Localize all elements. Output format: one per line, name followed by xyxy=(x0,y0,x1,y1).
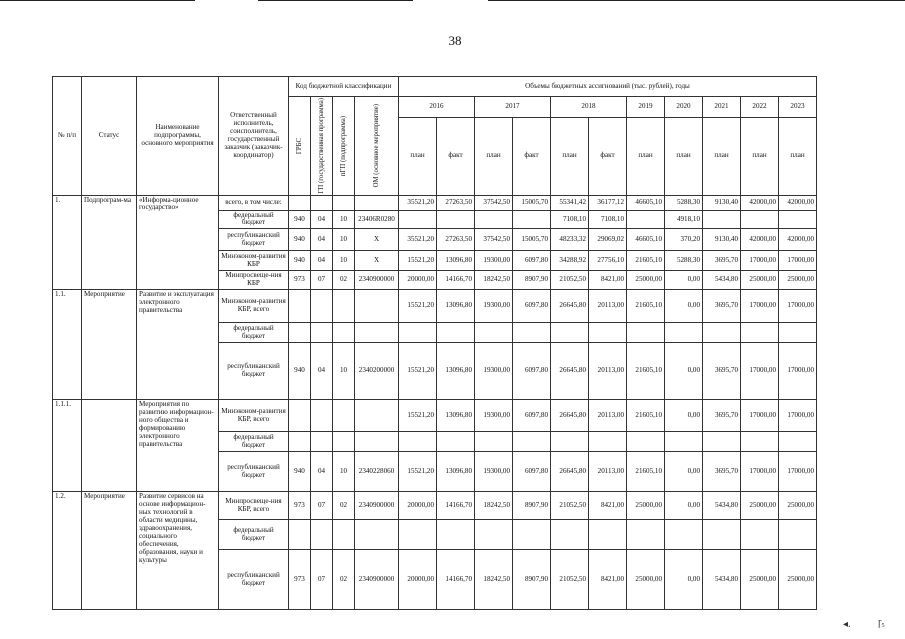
row-number: 1.1.1. xyxy=(53,400,82,492)
cell-grbs: 940 xyxy=(289,210,311,229)
cell-value xyxy=(589,520,627,550)
cell-gp: 04 xyxy=(311,343,333,400)
row-responsible: республиканский бюджет xyxy=(219,343,289,400)
cell-value: 17000,00 xyxy=(779,251,817,271)
cell-value: 13096,80 xyxy=(437,452,475,492)
year-2019: 2019 xyxy=(627,97,665,118)
cell-om: 2340900000 xyxy=(355,492,399,520)
cell-value: 0,00 xyxy=(665,550,703,610)
cell-value xyxy=(741,520,779,550)
cell-value: 17000,00 xyxy=(741,400,779,432)
scan-mark-left: ◂. xyxy=(843,619,851,630)
row-responsible: республиканский бюджет xyxy=(219,550,289,610)
row-responsible: республиканский бюджет xyxy=(219,452,289,492)
header-status: Статус xyxy=(82,77,137,196)
cell-value: 27263,50 xyxy=(437,229,475,251)
cell-value: 17000,00 xyxy=(741,251,779,271)
cell-value: 19300,00 xyxy=(475,290,513,323)
cell-value: 14166,70 xyxy=(437,271,475,290)
cell-value xyxy=(779,323,817,343)
row-responsible: федеральный бюджет xyxy=(219,520,289,550)
row-responsible: федеральный бюджет xyxy=(219,210,289,229)
cell-value xyxy=(475,210,513,229)
cell-value xyxy=(475,323,513,343)
header-name: Наименование подпрограммы, основного мероприятия xyxy=(137,77,219,196)
cell-value: 19300,00 xyxy=(475,343,513,400)
cell-value: 17000,00 xyxy=(779,290,817,323)
cell-value: 15521,20 xyxy=(399,251,437,271)
cell-value: 7108,10 xyxy=(551,210,589,229)
cell-value: 8421,00 xyxy=(589,550,627,610)
cell-value: 26645,80 xyxy=(551,343,589,400)
cell-om xyxy=(355,400,399,432)
header-fact: факт xyxy=(437,118,475,195)
cell-value: 46605,10 xyxy=(627,195,665,210)
table-row xyxy=(53,400,817,432)
table-row xyxy=(53,290,817,323)
cell-value xyxy=(589,323,627,343)
scan-mark-right: ɼ₅ xyxy=(878,617,885,628)
cell-value: 9130,40 xyxy=(703,229,741,251)
row-responsible: федеральный бюджет xyxy=(219,432,289,452)
cell-value: 20000,00 xyxy=(399,492,437,520)
cell-value xyxy=(437,323,475,343)
header-fact: факт xyxy=(513,118,551,195)
cell-gp: 07 xyxy=(311,271,333,290)
cell-value: 29069,02 xyxy=(589,229,627,251)
cell-value xyxy=(665,432,703,452)
cell-value xyxy=(513,210,551,229)
cell-value: 42000,00 xyxy=(741,195,779,210)
cell-value: 0,00 xyxy=(665,400,703,432)
cell-om: 2340900000 xyxy=(355,271,399,290)
row-responsible: Минэконом-развития КБР, всего xyxy=(219,400,289,432)
row-status: Подпрограм-ма xyxy=(82,195,137,290)
cell-value: 5288,30 xyxy=(665,195,703,210)
header-volumes: Объемы бюджетных ассигнований (тыс. рублей), годы xyxy=(399,77,817,97)
cell-gp: 04 xyxy=(311,452,333,492)
cell-om xyxy=(355,195,399,210)
cell-value: 37542,50 xyxy=(475,229,513,251)
row-responsible: Минэконом-развития КБР, всего xyxy=(219,290,289,323)
cell-value: 13096,80 xyxy=(437,343,475,400)
cell-value: 15521,20 xyxy=(399,290,437,323)
cell-value: 27756,10 xyxy=(589,251,627,271)
cell-value: 19300,00 xyxy=(475,452,513,492)
cell-gp: 04 xyxy=(311,210,333,229)
cell-pgp: 02 xyxy=(333,550,355,610)
header-plan: план xyxy=(665,118,703,195)
cell-value: 8907,90 xyxy=(513,550,551,610)
cell-value xyxy=(703,520,741,550)
budget-table xyxy=(52,76,817,610)
cell-om xyxy=(355,323,399,343)
cell-value xyxy=(399,210,437,229)
cell-value: 15521,20 xyxy=(399,452,437,492)
cell-value: 21052,50 xyxy=(551,492,589,520)
row-status xyxy=(82,400,137,492)
cell-value: 48233,32 xyxy=(551,229,589,251)
cell-value: 9130,40 xyxy=(703,195,741,210)
year-2018: 2018 xyxy=(551,97,627,118)
cell-grbs xyxy=(289,432,311,452)
cell-value xyxy=(475,432,513,452)
cell-grbs xyxy=(289,520,311,550)
row-number: 1.1. xyxy=(53,290,82,400)
cell-value: 14166,70 xyxy=(437,492,475,520)
cell-value xyxy=(741,432,779,452)
cell-value: 5434,80 xyxy=(703,550,741,610)
cell-value: 25000,00 xyxy=(779,492,817,520)
cell-value: 20113,00 xyxy=(589,290,627,323)
cell-gp: 07 xyxy=(311,550,333,610)
cell-value: 21605,10 xyxy=(627,290,665,323)
top-rule-middle xyxy=(258,0,413,1)
cell-value: 8907,90 xyxy=(513,271,551,290)
cell-value: 20000,00 xyxy=(399,271,437,290)
page-number: 38 xyxy=(448,33,462,48)
cell-value: 5288,30 xyxy=(665,251,703,271)
cell-value xyxy=(399,432,437,452)
cell-value: 14166,70 xyxy=(437,550,475,610)
row-responsible: Минпросвеще-ния КБР, всего xyxy=(219,492,289,520)
header-om: ОМ (основное мероприятие) xyxy=(355,97,399,196)
cell-value: 6097,80 xyxy=(513,343,551,400)
cell-value xyxy=(627,432,665,452)
cell-value: 8421,00 xyxy=(589,492,627,520)
cell-value xyxy=(437,210,475,229)
row-name: Развитие сервисов на основе информацион-ных технологий в области медицины, здравоохранения, социального обеспечения, образования, науки и культуры xyxy=(137,492,219,610)
cell-value xyxy=(703,210,741,229)
cell-gp xyxy=(311,290,333,323)
row-status: Мероприятие xyxy=(82,290,137,400)
cell-value: 25000,00 xyxy=(779,271,817,290)
cell-value: 3695,70 xyxy=(703,452,741,492)
cell-value: 18242,50 xyxy=(475,550,513,610)
cell-grbs xyxy=(289,323,311,343)
cell-value: 17000,00 xyxy=(779,343,817,400)
year-2023: 2023 xyxy=(779,97,817,118)
cell-value: 0,00 xyxy=(665,290,703,323)
cell-value: 25000,00 xyxy=(741,271,779,290)
cell-grbs: 940 xyxy=(289,343,311,400)
cell-value: 6097,80 xyxy=(513,251,551,271)
cell-value: 21605,10 xyxy=(627,400,665,432)
cell-value xyxy=(551,520,589,550)
cell-value: 19300,00 xyxy=(475,400,513,432)
cell-gp xyxy=(311,520,333,550)
header-gp: ГП (государственная программа) xyxy=(311,97,333,196)
cell-value: 42000,00 xyxy=(779,229,817,251)
year-2016: 2016 xyxy=(399,97,475,118)
cell-pgp xyxy=(333,290,355,323)
cell-value: 3695,70 xyxy=(703,400,741,432)
cell-om: 23406R0280 xyxy=(355,210,399,229)
row-responsible: республиканский бюджет xyxy=(219,229,289,251)
cell-om xyxy=(355,290,399,323)
cell-value xyxy=(627,520,665,550)
cell-value: 5434,80 xyxy=(703,492,741,520)
cell-pgp: 10 xyxy=(333,229,355,251)
cell-om xyxy=(355,520,399,550)
cell-om: 2340228060 xyxy=(355,452,399,492)
cell-grbs: 973 xyxy=(289,492,311,520)
cell-value xyxy=(779,210,817,229)
cell-value: 17000,00 xyxy=(779,400,817,432)
cell-gp xyxy=(311,400,333,432)
cell-value: 26645,80 xyxy=(551,290,589,323)
cell-value xyxy=(627,210,665,229)
cell-pgp: 10 xyxy=(333,251,355,271)
cell-value: 17000,00 xyxy=(741,452,779,492)
cell-value: 17000,00 xyxy=(741,343,779,400)
cell-value: 25000,00 xyxy=(741,550,779,610)
cell-value: 18242,50 xyxy=(475,271,513,290)
cell-value xyxy=(741,210,779,229)
cell-grbs: 940 xyxy=(289,452,311,492)
cell-value: 0,00 xyxy=(665,271,703,290)
cell-value: 19300,00 xyxy=(475,251,513,271)
cell-value: 21052,50 xyxy=(551,271,589,290)
cell-value: 20113,00 xyxy=(589,452,627,492)
row-responsible: федеральный бюджет xyxy=(219,323,289,343)
cell-grbs xyxy=(289,195,311,210)
cell-value xyxy=(551,432,589,452)
cell-pgp xyxy=(333,520,355,550)
row-number: 1. xyxy=(53,195,82,290)
cell-value: 55341,42 xyxy=(551,195,589,210)
cell-value: 21605,10 xyxy=(627,251,665,271)
cell-value: 6097,80 xyxy=(513,290,551,323)
cell-value: 26645,80 xyxy=(551,400,589,432)
table-row xyxy=(53,492,817,520)
header-num: № п/п xyxy=(53,77,82,196)
cell-value xyxy=(665,323,703,343)
cell-value xyxy=(551,323,589,343)
cell-value: 13096,80 xyxy=(437,290,475,323)
cell-value: 13096,80 xyxy=(437,400,475,432)
cell-value xyxy=(703,323,741,343)
cell-value xyxy=(779,520,817,550)
cell-value: 42000,00 xyxy=(779,195,817,210)
cell-value: 15005,70 xyxy=(513,229,551,251)
top-rule-right xyxy=(488,0,905,1)
cell-pgp xyxy=(333,323,355,343)
cell-value xyxy=(513,323,551,343)
cell-pgp: 02 xyxy=(333,492,355,520)
cell-value: 25000,00 xyxy=(741,492,779,520)
row-name: Мероприятия по развитию информацион-ного общества и формированию электронного правительства xyxy=(137,400,219,492)
cell-value: 3695,70 xyxy=(703,343,741,400)
cell-om: Х xyxy=(355,251,399,271)
cell-grbs: 940 xyxy=(289,251,311,271)
cell-gp: 04 xyxy=(311,251,333,271)
cell-gp xyxy=(311,195,333,210)
cell-value: 4918,10 xyxy=(665,210,703,229)
cell-value xyxy=(399,323,437,343)
row-responsible: Минпросвеще-ния КБР xyxy=(219,271,289,290)
cell-value: 0,00 xyxy=(665,452,703,492)
row-name: Развитие и эксплуатация электронного правительства xyxy=(137,290,219,400)
cell-value: 21605,10 xyxy=(627,343,665,400)
cell-grbs xyxy=(289,400,311,432)
cell-value: 15521,20 xyxy=(399,343,437,400)
cell-value xyxy=(627,323,665,343)
row-status: Мероприятие xyxy=(82,492,137,610)
cell-value: 18242,50 xyxy=(475,492,513,520)
header-kbk: Код бюджетной классификации xyxy=(289,77,399,97)
cell-value: 42000,00 xyxy=(741,229,779,251)
header-pgp: пГП (подпрограмма) xyxy=(333,97,355,196)
cell-gp: 04 xyxy=(311,229,333,251)
cell-pgp: 10 xyxy=(333,343,355,400)
cell-value: 3695,70 xyxy=(703,290,741,323)
cell-grbs: 973 xyxy=(289,271,311,290)
header-plan: план xyxy=(475,118,513,195)
cell-value: 13096,80 xyxy=(437,251,475,271)
cell-value: 36177,12 xyxy=(589,195,627,210)
cell-pgp xyxy=(333,432,355,452)
cell-value: 3695,70 xyxy=(703,251,741,271)
cell-gp: 07 xyxy=(311,492,333,520)
cell-value: 7108,10 xyxy=(589,210,627,229)
header-plan: план xyxy=(627,118,665,195)
cell-value xyxy=(779,432,817,452)
cell-value xyxy=(589,432,627,452)
cell-om: Х xyxy=(355,229,399,251)
cell-value: 26645,80 xyxy=(551,452,589,492)
cell-value: 370,20 xyxy=(665,229,703,251)
cell-value xyxy=(741,323,779,343)
cell-value xyxy=(665,520,703,550)
cell-gp xyxy=(311,432,333,452)
row-responsible: Минэконом-развития КБР xyxy=(219,251,289,271)
cell-value: 34288,92 xyxy=(551,251,589,271)
cell-gp xyxy=(311,323,333,343)
cell-pgp: 10 xyxy=(333,210,355,229)
cell-pgp xyxy=(333,195,355,210)
cell-value xyxy=(703,432,741,452)
cell-value xyxy=(399,520,437,550)
cell-value: 0,00 xyxy=(665,343,703,400)
year-2020: 2020 xyxy=(665,97,703,118)
cell-value: 6097,80 xyxy=(513,452,551,492)
cell-value: 21605,10 xyxy=(627,452,665,492)
cell-value: 8907,90 xyxy=(513,492,551,520)
cell-value: 27263,50 xyxy=(437,195,475,210)
cell-value xyxy=(437,432,475,452)
year-2021: 2021 xyxy=(703,97,741,118)
row-name: «Информа-ционное государство» xyxy=(137,195,219,290)
cell-value xyxy=(437,520,475,550)
table-row xyxy=(53,195,817,210)
cell-value: 46605,10 xyxy=(627,229,665,251)
cell-value: 6097,80 xyxy=(513,400,551,432)
header-fact: факт xyxy=(589,118,627,195)
cell-value: 35521,20 xyxy=(399,229,437,251)
cell-om: 2340900000 xyxy=(355,550,399,610)
cell-value: 25000,00 xyxy=(627,271,665,290)
cell-value xyxy=(513,520,551,550)
cell-value: 17000,00 xyxy=(779,452,817,492)
cell-value: 15521,20 xyxy=(399,400,437,432)
cell-om: 2340200000 xyxy=(355,343,399,400)
top-rule-left xyxy=(0,0,195,1)
header-plan: план xyxy=(551,118,589,195)
cell-grbs: 940 xyxy=(289,229,311,251)
cell-value: 35521,20 xyxy=(399,195,437,210)
row-number: 1.2. xyxy=(53,492,82,610)
cell-value: 17000,00 xyxy=(741,290,779,323)
cell-value: 37542,50 xyxy=(475,195,513,210)
header-plan: план xyxy=(399,118,437,195)
cell-value: 20000,00 xyxy=(399,550,437,610)
header-responsible: Ответственный исполнитель, соисполнитель, государственный заказчик (заказчик-координатор) xyxy=(219,77,289,196)
cell-grbs: 973 xyxy=(289,550,311,610)
header-plan: план xyxy=(703,118,741,195)
cell-pgp: 02 xyxy=(333,271,355,290)
cell-value: 0,00 xyxy=(665,492,703,520)
cell-value: 20113,00 xyxy=(589,343,627,400)
header-grbs: ГРБС xyxy=(289,97,311,196)
cell-value: 15005,70 xyxy=(513,195,551,210)
cell-pgp xyxy=(333,400,355,432)
cell-value xyxy=(475,520,513,550)
cell-value: 8421,00 xyxy=(589,271,627,290)
cell-value: 20113,00 xyxy=(589,400,627,432)
row-responsible: всего, в том числе: xyxy=(219,195,289,210)
year-2017: 2017 xyxy=(475,97,551,118)
cell-value: 25000,00 xyxy=(779,550,817,610)
year-2022: 2022 xyxy=(741,97,779,118)
cell-grbs xyxy=(289,290,311,323)
cell-value: 25000,00 xyxy=(627,492,665,520)
cell-value: 5434,80 xyxy=(703,271,741,290)
header-plan: план xyxy=(741,118,779,195)
cell-om xyxy=(355,432,399,452)
header-plan: план xyxy=(779,118,817,195)
cell-value: 21052,50 xyxy=(551,550,589,610)
cell-value: 25000,00 xyxy=(627,550,665,610)
cell-pgp: 10 xyxy=(333,452,355,492)
cell-value xyxy=(513,432,551,452)
